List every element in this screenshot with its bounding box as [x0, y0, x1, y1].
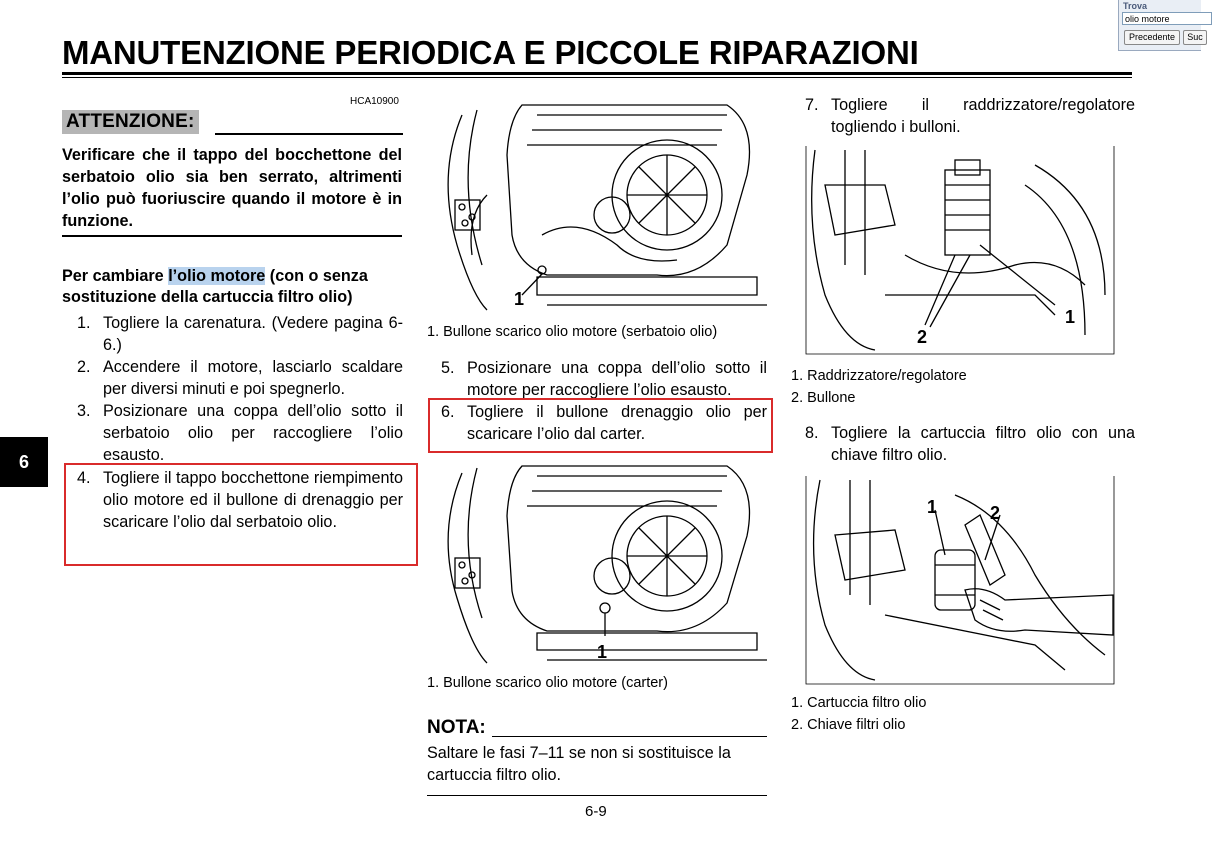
heading-pre: Per cambiare: [62, 267, 169, 285]
list-item: [805, 422, 1135, 466]
page-number: 6-9: [585, 803, 607, 820]
step-number: 8.: [805, 424, 819, 442]
figure-caption: 1. Bullone scarico olio motore (carter): [427, 675, 668, 691]
oil-filter-cartridge-figure: [805, 475, 1115, 685]
step-number: 1.: [77, 314, 91, 332]
figure-caption: 1. Bullone scarico olio motore (serbatoio olio): [427, 324, 718, 340]
step-number: 2.: [77, 358, 91, 376]
engine-crankcase-drain-figure: [427, 458, 772, 668]
title-divider: [62, 72, 1132, 75]
step-text: Posizionare una coppa dell’olio sotto il motore per raccogliere l’olio esausto.: [467, 359, 767, 399]
step-text: Posizionare una coppa dell’olio sotto il serbatoio olio per raccogliere l’olio esausto.: [103, 402, 403, 464]
step-text: Togliere la cartuccia filtro olio con una chiave filtro olio.: [831, 424, 1135, 464]
procedure-heading: [62, 266, 407, 308]
warning-heading-rule: [215, 133, 403, 135]
step-text: Togliere la carenatura. (Vedere pagina 6-6.): [103, 314, 403, 354]
engine-oil-tank-drain-figure: [427, 95, 772, 317]
figure-callout: 1: [927, 497, 938, 517]
heading-post: (con o senza sostituzione della cartuccia filtro olio): [62, 267, 368, 306]
step-number: 6.: [441, 403, 455, 421]
page-title: MANUTENZIONE PERIODICA E PICCOLE RIPARAZIONI: [62, 34, 919, 71]
figure-callout: 1: [1065, 307, 1076, 327]
list-item: [77, 356, 403, 400]
find-next-button[interactable]: Suc: [1183, 30, 1207, 45]
note-heading: NOTA:: [427, 717, 486, 738]
find-label: Trova: [1123, 1, 1148, 11]
search-highlight: l’olio motore: [168, 267, 266, 285]
list-item: [441, 401, 771, 445]
figure-callout: 2: [990, 503, 1001, 523]
warning-text: Verificare che il tappo del bocchettone del serbatoio olio sia ben serrato, altrimenti l’olio può fuoriuscire quando il motore è in funzione.: [62, 146, 402, 230]
list-item: [77, 467, 403, 557]
rectifier-regulator-figure: [805, 145, 1115, 355]
step-text: Accendere il motore, lasciarlo scaldare per diversi minuti e poi spegnerlo.: [103, 358, 403, 398]
figure-callout: 2: [917, 327, 928, 347]
step-text: Togliere il tappo bocchettone riempimento olio motore ed il bullone di drenaggio per scaricare l’olio dal serbatoio olio.: [103, 469, 403, 531]
figure-caption: 2. Bullone: [791, 390, 856, 406]
figure-caption: 1. Raddrizzatore/regolatore: [791, 368, 967, 384]
step-text: Togliere il raddrizzatore/regolatore togliendo i bulloni.: [831, 96, 1135, 136]
figure-caption: 2. Chiave filtri olio: [791, 717, 906, 733]
step-number: 3.: [77, 402, 91, 420]
step-text: Togliere il bullone drenaggio olio per scaricare l’olio dal carter.: [467, 403, 767, 443]
step-number: 5.: [441, 359, 455, 377]
note-heading-rule: [492, 736, 767, 737]
step-number: 4.: [77, 469, 91, 487]
find-toolbar: [1118, 0, 1201, 51]
figure-callout: 1: [597, 642, 608, 662]
list-item: [441, 357, 771, 401]
chapter-tab: 6: [0, 437, 48, 487]
note-bottom-rule: [427, 795, 767, 796]
list-item: [805, 94, 1135, 138]
warning-heading: ATTENZIONE:: [62, 110, 199, 134]
warning-code: HCA10900: [350, 96, 399, 107]
find-previous-button[interactable]: Precedente: [1124, 30, 1180, 45]
figure-caption: 1. Cartuccia filtro olio: [791, 695, 927, 711]
list-item: [77, 400, 403, 466]
note-text: Saltare le fasi 7–11 se non si sostituisce la cartuccia filtro olio.: [427, 744, 731, 784]
figure-callout: 1: [514, 289, 525, 309]
title-divider-thin: [62, 77, 1132, 78]
step-number: 7.: [805, 96, 819, 114]
list-item: [77, 312, 403, 356]
find-input[interactable]: [1122, 12, 1212, 25]
warning-bottom-rule: [62, 235, 402, 237]
